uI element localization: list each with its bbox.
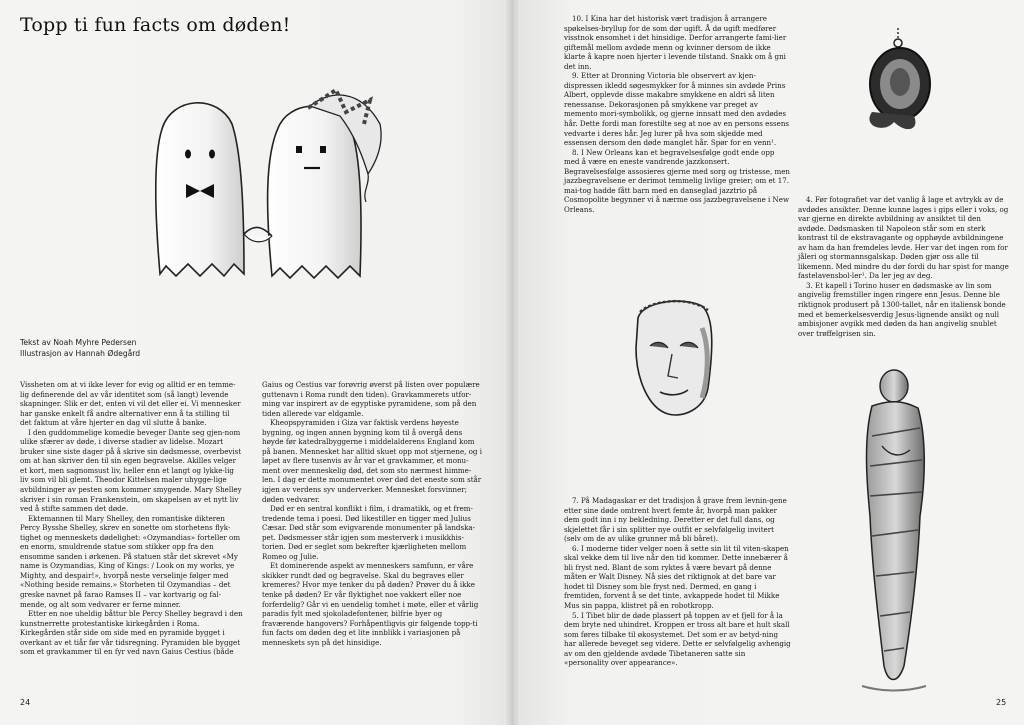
paragraph: 3. Et kapell i Torino huser en dødsmaske av lin som angivelig fremstiller ingen ringere enn Jesus. Denne ble riktignok produsert på 1300-tallet, når en italiensk bonde med et bemerkelsesverdig Jesus-lignende ansikt og null ambisjoner avgikk med døden da han angivelig snublet over trøffelgrisen sin. xyxy=(798,280,1006,338)
right-column-1-bottom xyxy=(564,496,792,668)
right-page xyxy=(512,0,1024,725)
paragraph: 9. Etter at Dronning Victoria ble observert av kjen-dispressen ikledd søgesmykker for å minnes sin avdøde Prins Albert, opplevde disse makabre smykkene en aldri så liten renessanse. Dekorasjonen på smykkene var preget av memento mori-symbolikk, og gjerne innsatt med den avdødes hår. Dette fordi man forestilte seg at noe av en persons essens vedvarte i deres hår. Jeg lurer på hva som skjedde med essensen dersom den døde manglet hår. Spør for en venn¹. xyxy=(564,71,790,148)
right-column-1-top xyxy=(564,14,792,214)
right-column-2 xyxy=(798,195,1010,338)
paragraph: Kheopspyramiden i Giza var faktisk verdens høyeste bygning, og ingen annen bygning kom til å overgå dens høyde før katedralbyggerne i middelalderens England kom på banen. Mennesket har alltid skuet opp mot stjernene, og i løpet av flere tusenvis av år var et gravkammer, et monu-ment over menneskelig død, det som sto nærmest himme-len. I dag er dette monumentet over død det eneste som står igjen av verdens syv underverker. Mennesket forsvinner; døden vedvarer. xyxy=(262,418,482,504)
groom-ghost xyxy=(156,103,244,276)
groom-eye-left xyxy=(185,150,191,159)
paragraph: Etter en noe uheldig båttur ble Percy Shelley begravd i den kunstnerrette protestantiske kirkegården i Roma. Kirkegården står side om side med en pyramide bygget i overkant av et tiår før vår tidsregning. Pyramiden ble bygget som et gravkammer til en fyr ved navn Gaius Cestius (både xyxy=(20,609,243,657)
paragraph: Død er en sentral konflikt i film, i dramatikk, og et frem-tredende tema i poesi. Død likestiller en tigger med Julius Cæsar. Død står som evigvarende monumenter på landska-pet. Dødsmesser står igjen som mesterverk i musikkhis-torien. Død er seglet som bekrefter kjærligheten mellom Romeo og Julie. xyxy=(262,504,476,561)
text-credit: Tekst av Noah Myhre Pedersen xyxy=(20,338,137,347)
paragraph: 7. På Madagaskar er det tradisjon å grave frem levnin-gene etter sine døde omtrent hvert femte år, hvorpå man pakker dem godt inn i ny bekledning. Deretter er det full dans, og skjelettet får i sin splitter nye outfit er selvfølgelig invitert (selv om de av ulike grunner må bli båret). xyxy=(564,496,787,544)
article-title: Topp ti fun facts om døden! xyxy=(20,14,291,36)
groom-eye-right xyxy=(209,150,215,159)
bride-ghost xyxy=(268,106,361,278)
wrapped-mummy-illustration xyxy=(842,366,952,696)
napoleon-death-mask-illustration xyxy=(632,298,718,420)
book-gutter xyxy=(505,0,519,725)
left-column-1 xyxy=(20,380,243,657)
bride-eye-left xyxy=(296,146,302,153)
article-credits xyxy=(20,337,140,359)
paragraph: 5. I Tibet blir de døde plassert på toppen av et fjell for å la dem bryte ned uhindret. Kroppen er tross alt bare et hult skall som føres tilbake til økosystemet. Det som er av betyd-ning har allerede beveget seg videre. Dette er selvfølgelig avhengig av om den gjeldende avdøde Tibetaneren satte sin «personality over appearance». xyxy=(564,610,791,668)
page-number-right: 25 xyxy=(996,698,1007,707)
ghost-couple-illustration xyxy=(140,84,385,299)
paragraph: 6. I moderne tider velger noen å sette sin lit til viten-skapen skal vekke dem til live når den tid kommer. Dette innebærer å bli fryst ned. Blant de som ryktes å være bevart på denne måten er Walt Disney. Nå sies det riktignok at det bare var hodet til Disney som ble fryst ned. Dermed, en gang i fremtiden, forvent å se det tinte, avkappede hodet til Mikke Mus sin pappa, klistret på en robotkropp. xyxy=(564,543,789,611)
paragraph: 10. I Kina har det historisk vært tradisjon å arrangere spøkelses-bryllup for de som dør ugift. Å dø ugift medfører visstnok ensomhet i det hinsidige. Derfor arrangerte fami-lier giftemål mellom avdøde menn og kvinner dersom de ikke klarte å kapre noen hjerter i levende tilstand. Snakk om å gni det inn. xyxy=(564,14,787,71)
paragraph: I den guddommelige komedie beveger Dante seg gjen-nom ulike sfærer av døde, i diverse stadier av lidelse. Mozart bruker sine siste dager på å skrive sin dødsmesse, overbevist om at han skriver den til sin egen begravelse. Akilles velger et kort, men sagnomsust liv, heller enn et langt og lykke-lig liv som vil bli glemt. Theodor Kittelsen maler uhygge-lige avbildninger av pesten som kommer smygende. Mary Shelley skriver i sin roman Frankenstein, om skapelsen av et nytt liv ved å stifte sammen det døde. xyxy=(20,427,242,514)
paragraph: 8. I New Orleans kan et begravelsesfølge godt ende opp med å være en eneste vandrende jazzkonsert. Begravelsesfølge assosieres gjerne med sorg og tristesse, men jazzbegravelsene er derimot temmelig livlige greier; om et 17. mai-tog hadde fått barn med en danseglad jazztrio på Cosmopolite begynner vi å nærme oss jazzbegravelsene i New Orleans. xyxy=(564,147,790,214)
bride-eye-right xyxy=(320,146,326,153)
illustration-credit: Illustrasjon av Hannah Ødegård xyxy=(20,349,141,358)
paragraph: Vissheten om at vi ikke lever for evig og alltid er en temme-lig definerende del av vår identitet som (så langt) levende skapninger. Slik er det, enten vi vil det eller ei. Vi mennesker har ganske enkelt få andre alternativer enn å ta stilling til det faktum at våre hjerter en dag vil slutte å banke. xyxy=(20,380,241,428)
paragraph: Ektemannen til Mary Shelley, den romantiske dikteren Percy Bysshe Shelley, skrev en sonette om storhetens flyk-tighet og menneskets dødelighet: «Ozymandias» forteller om en enorm, smuldrende statue som stikker opp fra den ensomme sanden i ørkenen. På statuen står det skrevet «My name is Ozymandias, King of Kings: / Look on my works, ye Mighty, and despair!», hvorpå neste verselinje følger med «Nothing beside remains.» Storheten til Ozymandias – det greske navnet på farao Ramses II – var kortvarig og fal-mende, og alt som vedvarer er ferne minner. xyxy=(20,513,241,609)
mourning-pendant-illustration xyxy=(858,26,948,136)
paragraph: Et dominerende aspekt av menneskers samfunn, er våre skikker rundt død og begravelse. Skal du begraves eller kremeres? Hvor mye tenker du på døden? Prøver du å ikke tenke på døden? Er vår flyktighet noe vakkert eller noe forferdelig? Går vi en uendelig tomhet i møte, eller et vårlig paradis fylt med sjokoladefontener, bilfrie byer og fraværende hangovers? Forhåpentligvis gir følgende topp-ti fun facts om døden deg et lite innblikk i variasjonen på menneskets syn på det hinsidige. xyxy=(262,561,479,647)
paragraph: Gaius og Cestius var forøvrig øverst på listen over populære guttenavn i Roma rundt den tiden). Gravkammerets utfor-ming var inspirert av de egyptiske pyramidene, som på den tiden allerede var eldgamle. xyxy=(262,380,480,418)
paragraph: 4. Før fotografiet var det vanlig å lage et avtrykk av de avdødes ansikter. Denne kunne lages i gips eller i voks, og var gjerne en direkte avbildning av ansiktet til den avdøde. Dødsmasken til Napoleon står som en sterk kontrast til de ekstravagante og opphøyde avbildningene av ham da han fremdeles levde. Her var det ingen rom for jåleri og stormannsgalskap. Døden gjør oss alle til likemenn. Med mindre du dør fordi du har spist for mange fastelavensbol-ler¹. Da ler jeg av deg. xyxy=(798,195,1009,281)
page-number-left: 24 xyxy=(20,698,31,707)
left-column-2 xyxy=(262,380,484,647)
